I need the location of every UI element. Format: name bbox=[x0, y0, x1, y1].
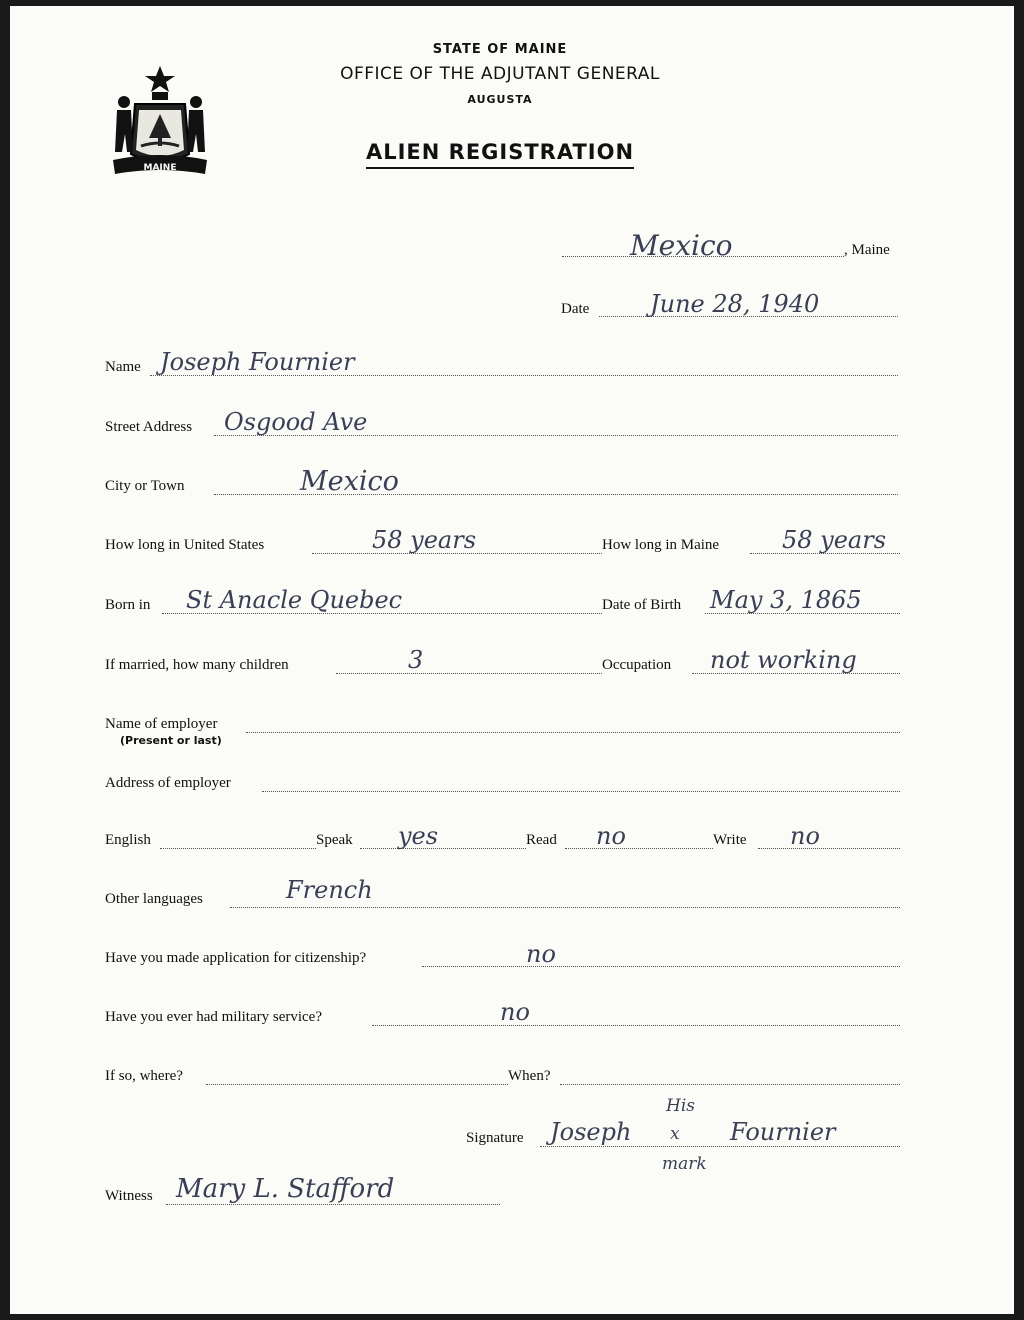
us-duration-value[interactable]: 58 years bbox=[372, 526, 477, 554]
military-line bbox=[372, 1025, 900, 1026]
name-label: Name bbox=[105, 359, 141, 375]
english-line bbox=[160, 848, 316, 849]
employer-sublabel: (Present or last) bbox=[120, 734, 222, 747]
speak-value[interactable]: yes bbox=[398, 822, 439, 850]
signature-line bbox=[540, 1146, 900, 1147]
signature-his: His bbox=[666, 1096, 695, 1116]
write-line bbox=[758, 848, 900, 849]
signature-x[interactable]: x bbox=[670, 1124, 680, 1144]
name-value[interactable]: Joseph Fournier bbox=[160, 348, 355, 376]
signature-last[interactable]: Fournier bbox=[730, 1118, 836, 1146]
children-line bbox=[336, 673, 602, 674]
employer-line[interactable] bbox=[246, 732, 900, 733]
military-label: Have you ever had military service? bbox=[105, 1009, 322, 1025]
witness-value[interactable]: Mary L. Stafford bbox=[176, 1174, 395, 1204]
city-label: City or Town bbox=[105, 478, 185, 494]
read-value[interactable]: no bbox=[596, 822, 626, 850]
date-label: Date bbox=[561, 301, 590, 317]
signature-first[interactable]: Joseph bbox=[550, 1118, 632, 1146]
speak-line bbox=[360, 848, 526, 849]
other-languages-line bbox=[230, 907, 900, 908]
employer-label: Name of employer bbox=[105, 716, 218, 732]
maine-duration-value[interactable]: 58 years bbox=[782, 526, 887, 554]
english-label: English bbox=[105, 832, 151, 848]
street-label: Street Address bbox=[105, 419, 193, 435]
when-line[interactable] bbox=[560, 1084, 900, 1085]
write-value[interactable]: no bbox=[790, 822, 820, 850]
children-label: If married, how many children bbox=[105, 657, 289, 673]
signature-label: Signature bbox=[466, 1130, 524, 1146]
birthplace-label: Born in bbox=[105, 597, 151, 613]
other-languages-value[interactable]: French bbox=[286, 876, 373, 904]
where-label: If so, where? bbox=[105, 1068, 183, 1084]
town-suffix: , Maine bbox=[844, 242, 890, 258]
seal-banner-text: MAINE bbox=[143, 163, 177, 173]
city-value[interactable]: Mexico bbox=[300, 466, 399, 497]
other-languages-label: Other languages bbox=[105, 891, 203, 907]
citizenship-label: Have you made application for citizenship? bbox=[105, 950, 367, 966]
header-state: STATE OF MAINE bbox=[432, 42, 568, 57]
read-line bbox=[565, 848, 713, 849]
citizenship-value[interactable]: no bbox=[526, 940, 556, 968]
children-value[interactable]: 3 bbox=[408, 646, 424, 674]
dob-value[interactable]: May 3, 1865 bbox=[710, 586, 862, 614]
witness-label: Witness bbox=[105, 1188, 153, 1204]
dob-label: Date of Birth bbox=[602, 597, 682, 613]
write-label: Write bbox=[713, 832, 747, 848]
form-title bbox=[10, 140, 1002, 164]
town-value[interactable]: Mexico bbox=[630, 229, 733, 262]
employer-address-label: Address of employer bbox=[105, 775, 231, 791]
occupation-value[interactable]: not working bbox=[710, 646, 857, 674]
occupation-label: Occupation bbox=[602, 657, 672, 673]
us-duration-label: How long in United States bbox=[105, 537, 265, 553]
date-value[interactable]: June 28, 1940 bbox=[650, 290, 820, 318]
employer-address-line[interactable] bbox=[262, 791, 900, 792]
header-city: AUGUSTA bbox=[467, 93, 533, 106]
military-value[interactable]: no bbox=[500, 998, 530, 1026]
maine-duration-label: How long in Maine bbox=[602, 537, 720, 553]
header-office: OFFICE OF THE ADJUTANT GENERAL bbox=[340, 64, 660, 84]
where-line[interactable] bbox=[206, 1084, 508, 1085]
speak-label: Speak bbox=[316, 832, 353, 848]
signature-mark: mark bbox=[662, 1154, 707, 1174]
read-label: Read bbox=[526, 832, 557, 848]
birthplace-value[interactable]: St Anacle Quebec bbox=[186, 586, 403, 614]
citizenship-line bbox=[422, 966, 900, 967]
street-value[interactable]: Osgood Ave bbox=[224, 408, 368, 436]
form-sheet bbox=[10, 6, 1014, 1314]
form-title-text: ALIEN REGISTRATION bbox=[366, 140, 634, 169]
witness-line bbox=[166, 1204, 500, 1205]
when-label: When? bbox=[508, 1068, 551, 1084]
